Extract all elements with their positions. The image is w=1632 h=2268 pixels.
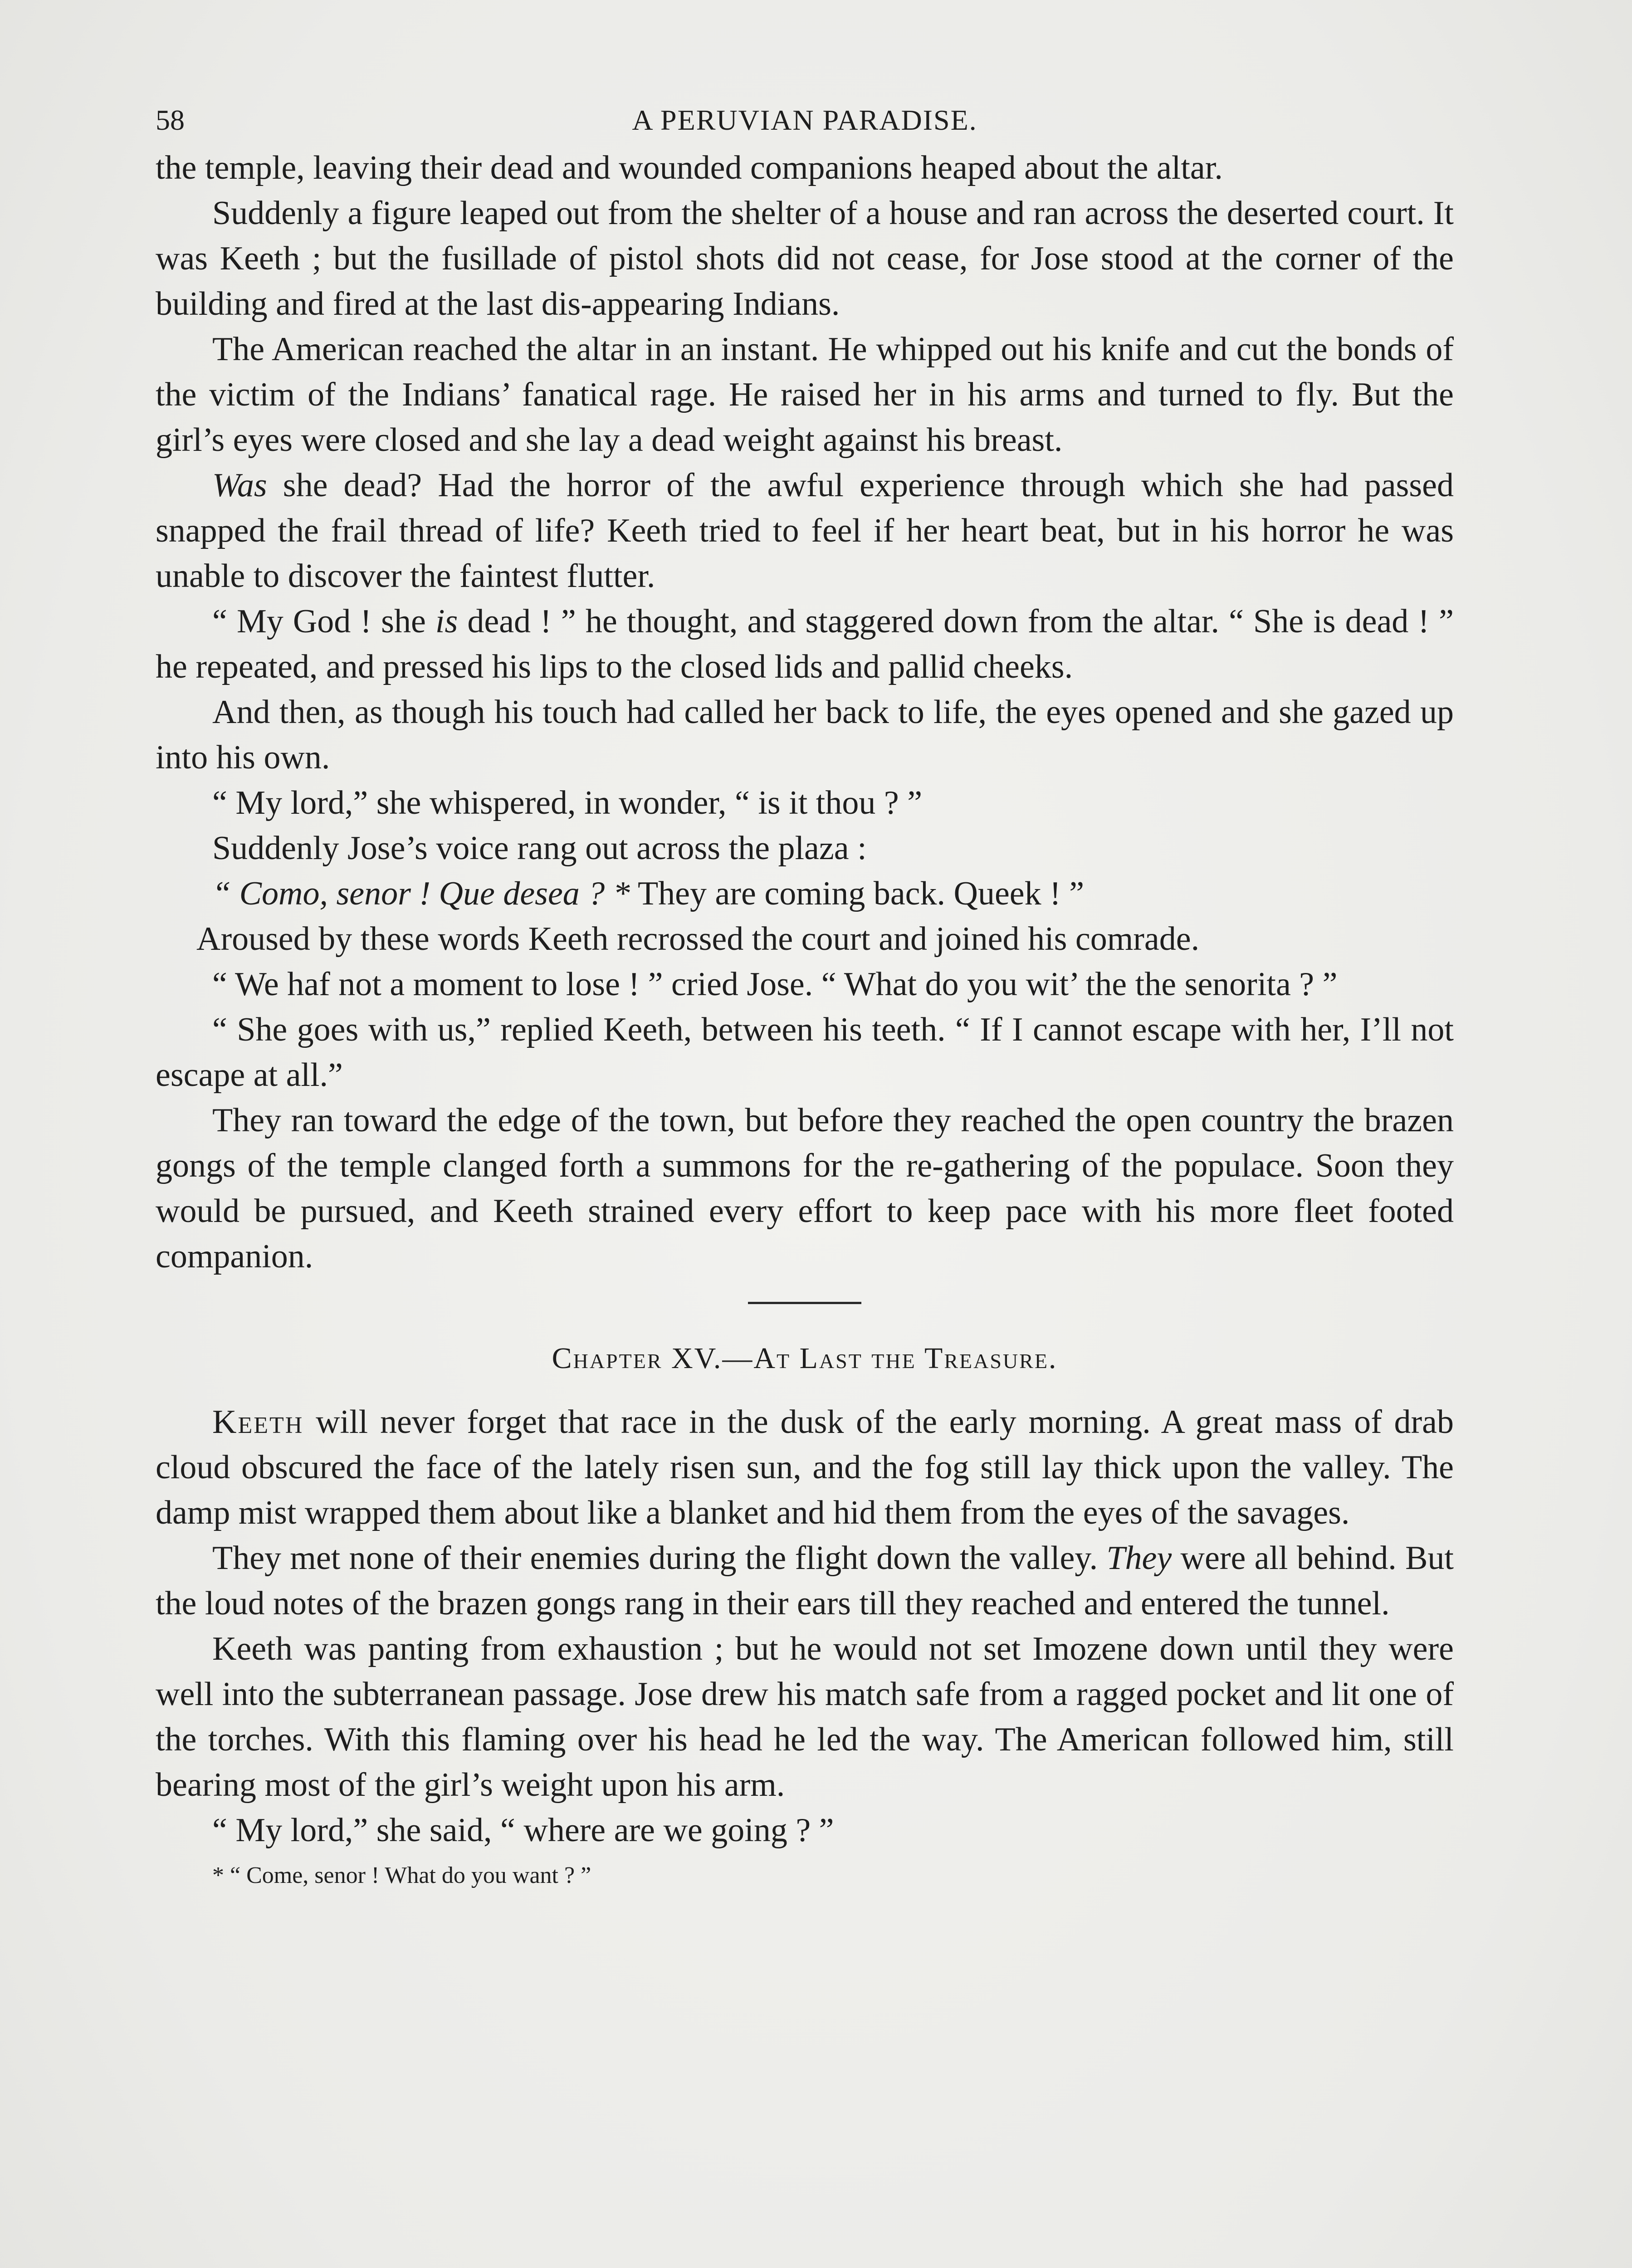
paragraph: “ She goes with us,” replied Keeth, between his teeth. “ If I cannot escape with her, I’ll not escape at all.” <box>156 1011 1454 1094</box>
running-head <box>156 95 1454 145</box>
paragraph: Keeth was panting from exhaustion ; but he would not set Imozene down until they were well into the subterranean passage. Jose drew his match safe from a ragged pocket and lit one of the torches. With this flaming over his head he led the way. The American followed him, still bearing most of the girl’s weight upon his arm. <box>156 1630 1454 1804</box>
paragraph: “ My lord,” she whispered, in wonder, “ is it thou ? ” <box>212 784 923 821</box>
body-text <box>156 145 1454 1279</box>
paragraph: Suddenly a figure leaped out from the shelter of a house and ran across the deserted court. It was Keeth ; but the fusillade of pistol shots did not cease, for Jose stood at the corner of the building and fired at the last dis-appearing Indians. <box>156 195 1454 323</box>
chapter-heading <box>156 1336 1454 1381</box>
chapter-first-word: Keeth <box>212 1403 304 1441</box>
paragraph <box>156 1535 1454 1626</box>
paragraph-text: were all behind. But the loud notes of the brazen gongs rang in their ears till they reached and entered the tunnel. <box>156 1540 1454 1622</box>
section-rule <box>748 1302 861 1304</box>
running-title: A PERUVIAN PARADISE. <box>632 104 977 136</box>
footnote: * “ Come, senor ! What do you want ? ” <box>212 1862 591 1888</box>
paragraph: “ My lord,” she said, “ where are we going ? ” <box>212 1812 834 1849</box>
page-number: 58 <box>156 104 185 136</box>
chapter-title: Chapter XV.—At Last the Treasure. <box>552 1342 1058 1375</box>
italic-text: Was <box>212 467 267 504</box>
paragraph: Suddenly Jose’s voice rang out across the plaza : <box>212 830 867 867</box>
paragraph-text: will never forget that race in the dusk of the early morning. A great mass of drab cloud obscured the face of the lately risen sun, and the fog still lay thick upon the valley. The damp mist wrapped them about like a blanket and hid them from the eyes of the savages. <box>156 1403 1454 1531</box>
chapter-text <box>156 1399 1454 1853</box>
paragraph: And then, as though his touch had called her back to life, the eyes opened and she gazed up into his own. <box>156 694 1454 776</box>
italic-text: is <box>435 603 458 640</box>
paragraph-text: dead ! ” he thought, and staggered down from the altar. “ She is dead ! ” he repeated, and pressed his lips to the closed lids and pallid cheeks. <box>156 603 1454 685</box>
paragraph-text: They are coming back. Queek ! ” <box>630 875 1085 912</box>
paragraph <box>156 599 1454 689</box>
paragraph: the temple, leaving their dead and wounded companions heaped about the altar. <box>156 149 1223 186</box>
paragraph: The American reached the altar in an instant. He whipped out his knife and cut the bonds of the victim of the Indians’ fanatical rage. He raised her in his arms and turned to fly. But the girl’s eyes were closed and she lay a dead weight against his breast. <box>156 331 1454 459</box>
paragraph-text: “ My God ! she <box>212 603 435 640</box>
paragraph <box>156 463 1454 599</box>
italic-text: They <box>1106 1540 1172 1577</box>
paragraph-text: They met none of their enemies during the flight down the valley. <box>212 1540 1107 1577</box>
paragraph-text: she dead? Had the horror of the awful experience through which she had passed snapped the frail thread of life? Keeth tried to feel if her heart beat, but in his horror he was unable to discover the faintest flutter. <box>156 467 1454 595</box>
paragraph: “ We haf not a moment to lose ! ” cried Jose. “ What do you wit’ the the senorita ? ” <box>212 966 1338 1003</box>
paragraph: They ran toward the edge of the town, but before they reached the open country the brazen gongs of the temple clanged forth a summons for the re-gathering of the populace. Soon they would be pursued, and Keeth strained every effort to keep pace with his more fleet footed companion. <box>156 1102 1454 1275</box>
italic-text: “ Como, senor ! Que desea ? * <box>212 875 630 912</box>
paragraph <box>156 871 1454 916</box>
paragraph <box>156 1399 1454 1535</box>
page-content <box>156 95 1454 1894</box>
paragraph: Aroused by these words Keeth recrossed the court and joined his comrade. <box>196 920 1200 958</box>
